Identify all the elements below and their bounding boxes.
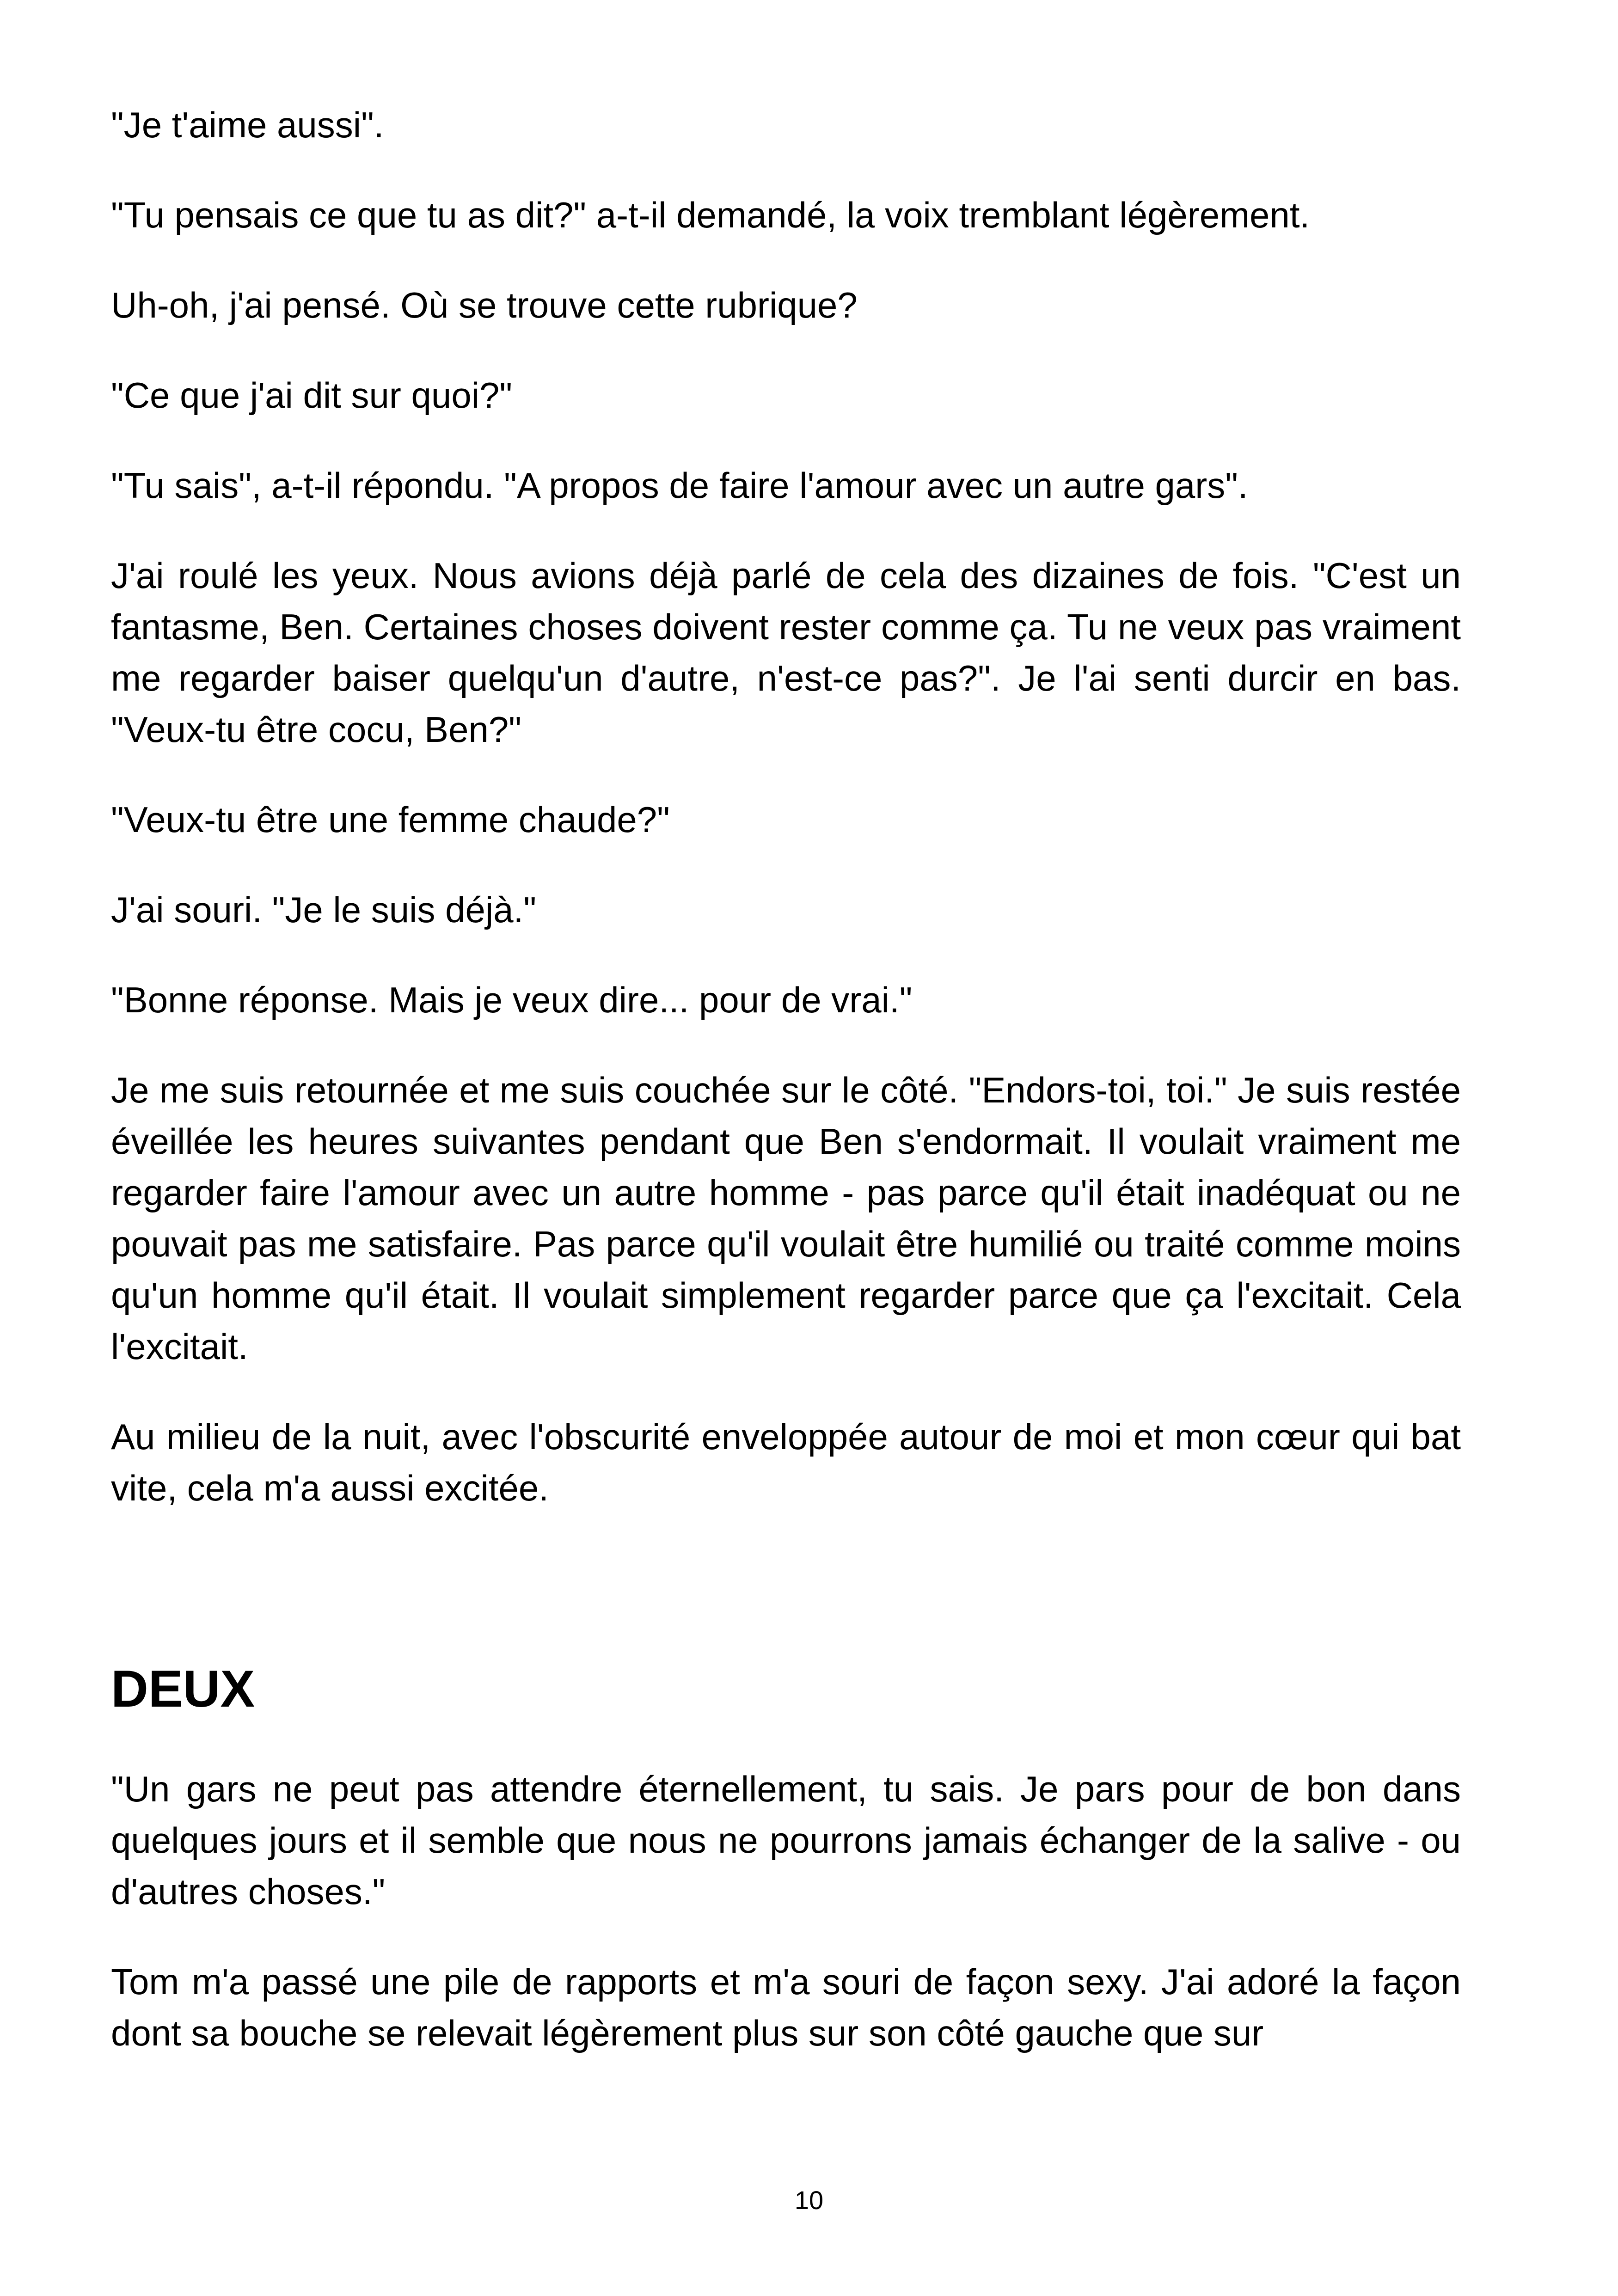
paragraph: Uh-oh, j'ai pensé. Où se trouve cette rubrique? [111,285,858,325]
section-spacer [111,1553,1461,1659]
paragraph: J'ai roulé les yeux. Nous avions déjà parlé de cela des dizaines de fois. "C'est un fantasme, Ben. Certaines choses doivent rester comme ça. Tu ne veux pas vraiment me regarder baiser quelqu'un d'autre, n'est-ce pas?". Je l'ai senti durcir en bas. "Veux-tu être cocu, Ben?" [111,555,1461,750]
page-number: 10 [794,2186,824,2215]
paragraph: "Bonne réponse. Mais je veux dire... pour de vrai." [111,980,913,1020]
paragraph: Au milieu de la nuit, avec l'obscurité enveloppée autour de moi et mon cœur qui bat vite, cela m'a aussi excitée. [111,1416,1461,1508]
paragraph: Je me suis retournée et me suis couchée sur le côté. "Endors-toi, toi." Je suis restée éveillée les heures suivantes pendant que Ben s'endormait. Il voulait vraiment me regarder faire l'amour avec un autre homme - pas parce qu'il était inadéquat ou ne pouvait pas me satisfaire. Pas parce qu'il voulait être humilié ou traité comme moins qu'un homme qu'il était. Il voulait simplement regarder parce que ça l'excitait. Cela l'excitait. [111,1070,1461,1367]
paragraph: "Tu sais", a-t-il répondu. "A propos de faire l'amour avec un autre gars". [111,465,1248,506]
page-body [111,99,1461,2098]
paragraph: "Je t'aime aussi". [111,104,384,145]
paragraph: "Veux-tu être une femme chaude?" [111,799,670,840]
paragraph: Tom m'a passé une pile de rapports et m'a souri de façon sexy. J'ai adoré la façon dont sa bouche se relevait légèrement plus sur son côté gauche que sur [111,1961,1461,2053]
chapter-heading: DEUX [111,1660,255,1718]
paragraph: J'ai souri. "Je le suis déjà." [111,889,537,930]
paragraph: "Ce que j'ai dit sur quoi?" [111,375,513,416]
paragraph: "Tu pensais ce que tu as dit?" a-t-il demandé, la voix tremblant légèrement. [111,195,1310,235]
paragraph: "Un gars ne peut pas attendre éternellement, tu sais. Je pars pour de bon dans quelques jours et il semble que nous ne pourrons jamais échanger de la salive - ou d'autres choses." [111,1769,1461,1912]
